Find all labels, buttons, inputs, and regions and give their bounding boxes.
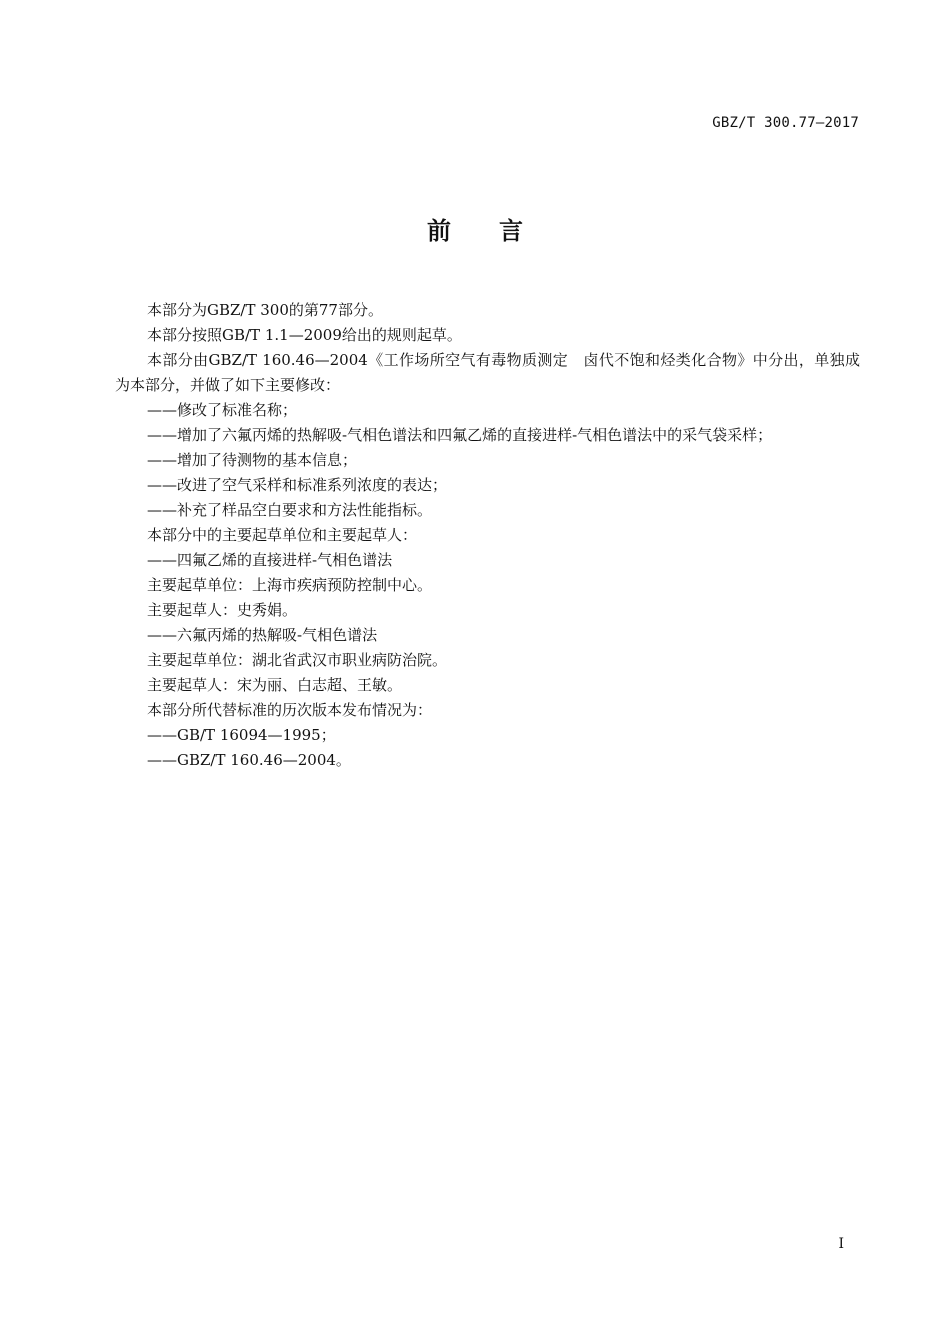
list-item-version: ——GBZ/T 160.46—2004。 [147, 751, 351, 769]
list-item-change: ——补充了样品空白要求和方法性能指标。 [147, 501, 433, 519]
paragraph-drafting-unit: 主要起草单位：上海市疾病预防控制中心。 [147, 576, 433, 594]
list-item-change: ——增加了待测物的基本信息； [147, 451, 358, 469]
page-number: I [838, 1236, 844, 1252]
paragraph-drafters-intro: 本部分中的主要起草单位和主要起草人： [147, 526, 418, 544]
list-item-method: ——六氟丙烯的热解吸-气相色谱法 [147, 626, 378, 644]
paragraph-drafters: 主要起草人：宋为丽、白志超、王敏。 [147, 676, 403, 694]
paragraph-drafting-rules: 本部分按照GB/T 1.1—2009给出的规则起草。 [147, 326, 462, 344]
list-item-version: ——GB/T 16094—1995； [147, 726, 336, 744]
paragraph-part-number: 本部分为GBZ/T 300的第77部分。 [147, 301, 383, 319]
paragraph-origin: 本部分由GBZ/T 160.46—2004《工作场所空气有毒物质测定 卤代不饱和烃类化合物》中分出，单独成为本部分，并做了如下主要修改： [115, 351, 860, 394]
standard-number-header: GBZ/T 300.77—2017 [712, 115, 859, 131]
paragraph-version-history: 本部分所代替标准的历次版本发布情况为： [147, 701, 433, 719]
paragraph-drafting-unit: 主要起草单位：湖北省武汉市职业病防治院。 [147, 651, 448, 669]
list-item-change: ——增加了六氟丙烯的热解吸-气相色谱法和四氟乙烯的直接进样-气相色谱法中的采气袋采样； [147, 426, 773, 444]
preface-body [115, 298, 860, 773]
page-title: 前 言 [427, 217, 523, 245]
list-item-change: ——修改了标准名称； [147, 401, 298, 419]
list-item-method: ——四氟乙烯的直接进样-气相色谱法 [147, 551, 393, 569]
list-item-change: ——改进了空气采样和标准系列浓度的表达； [147, 476, 448, 494]
paragraph-drafters: 主要起草人：史秀娟。 [147, 601, 298, 619]
